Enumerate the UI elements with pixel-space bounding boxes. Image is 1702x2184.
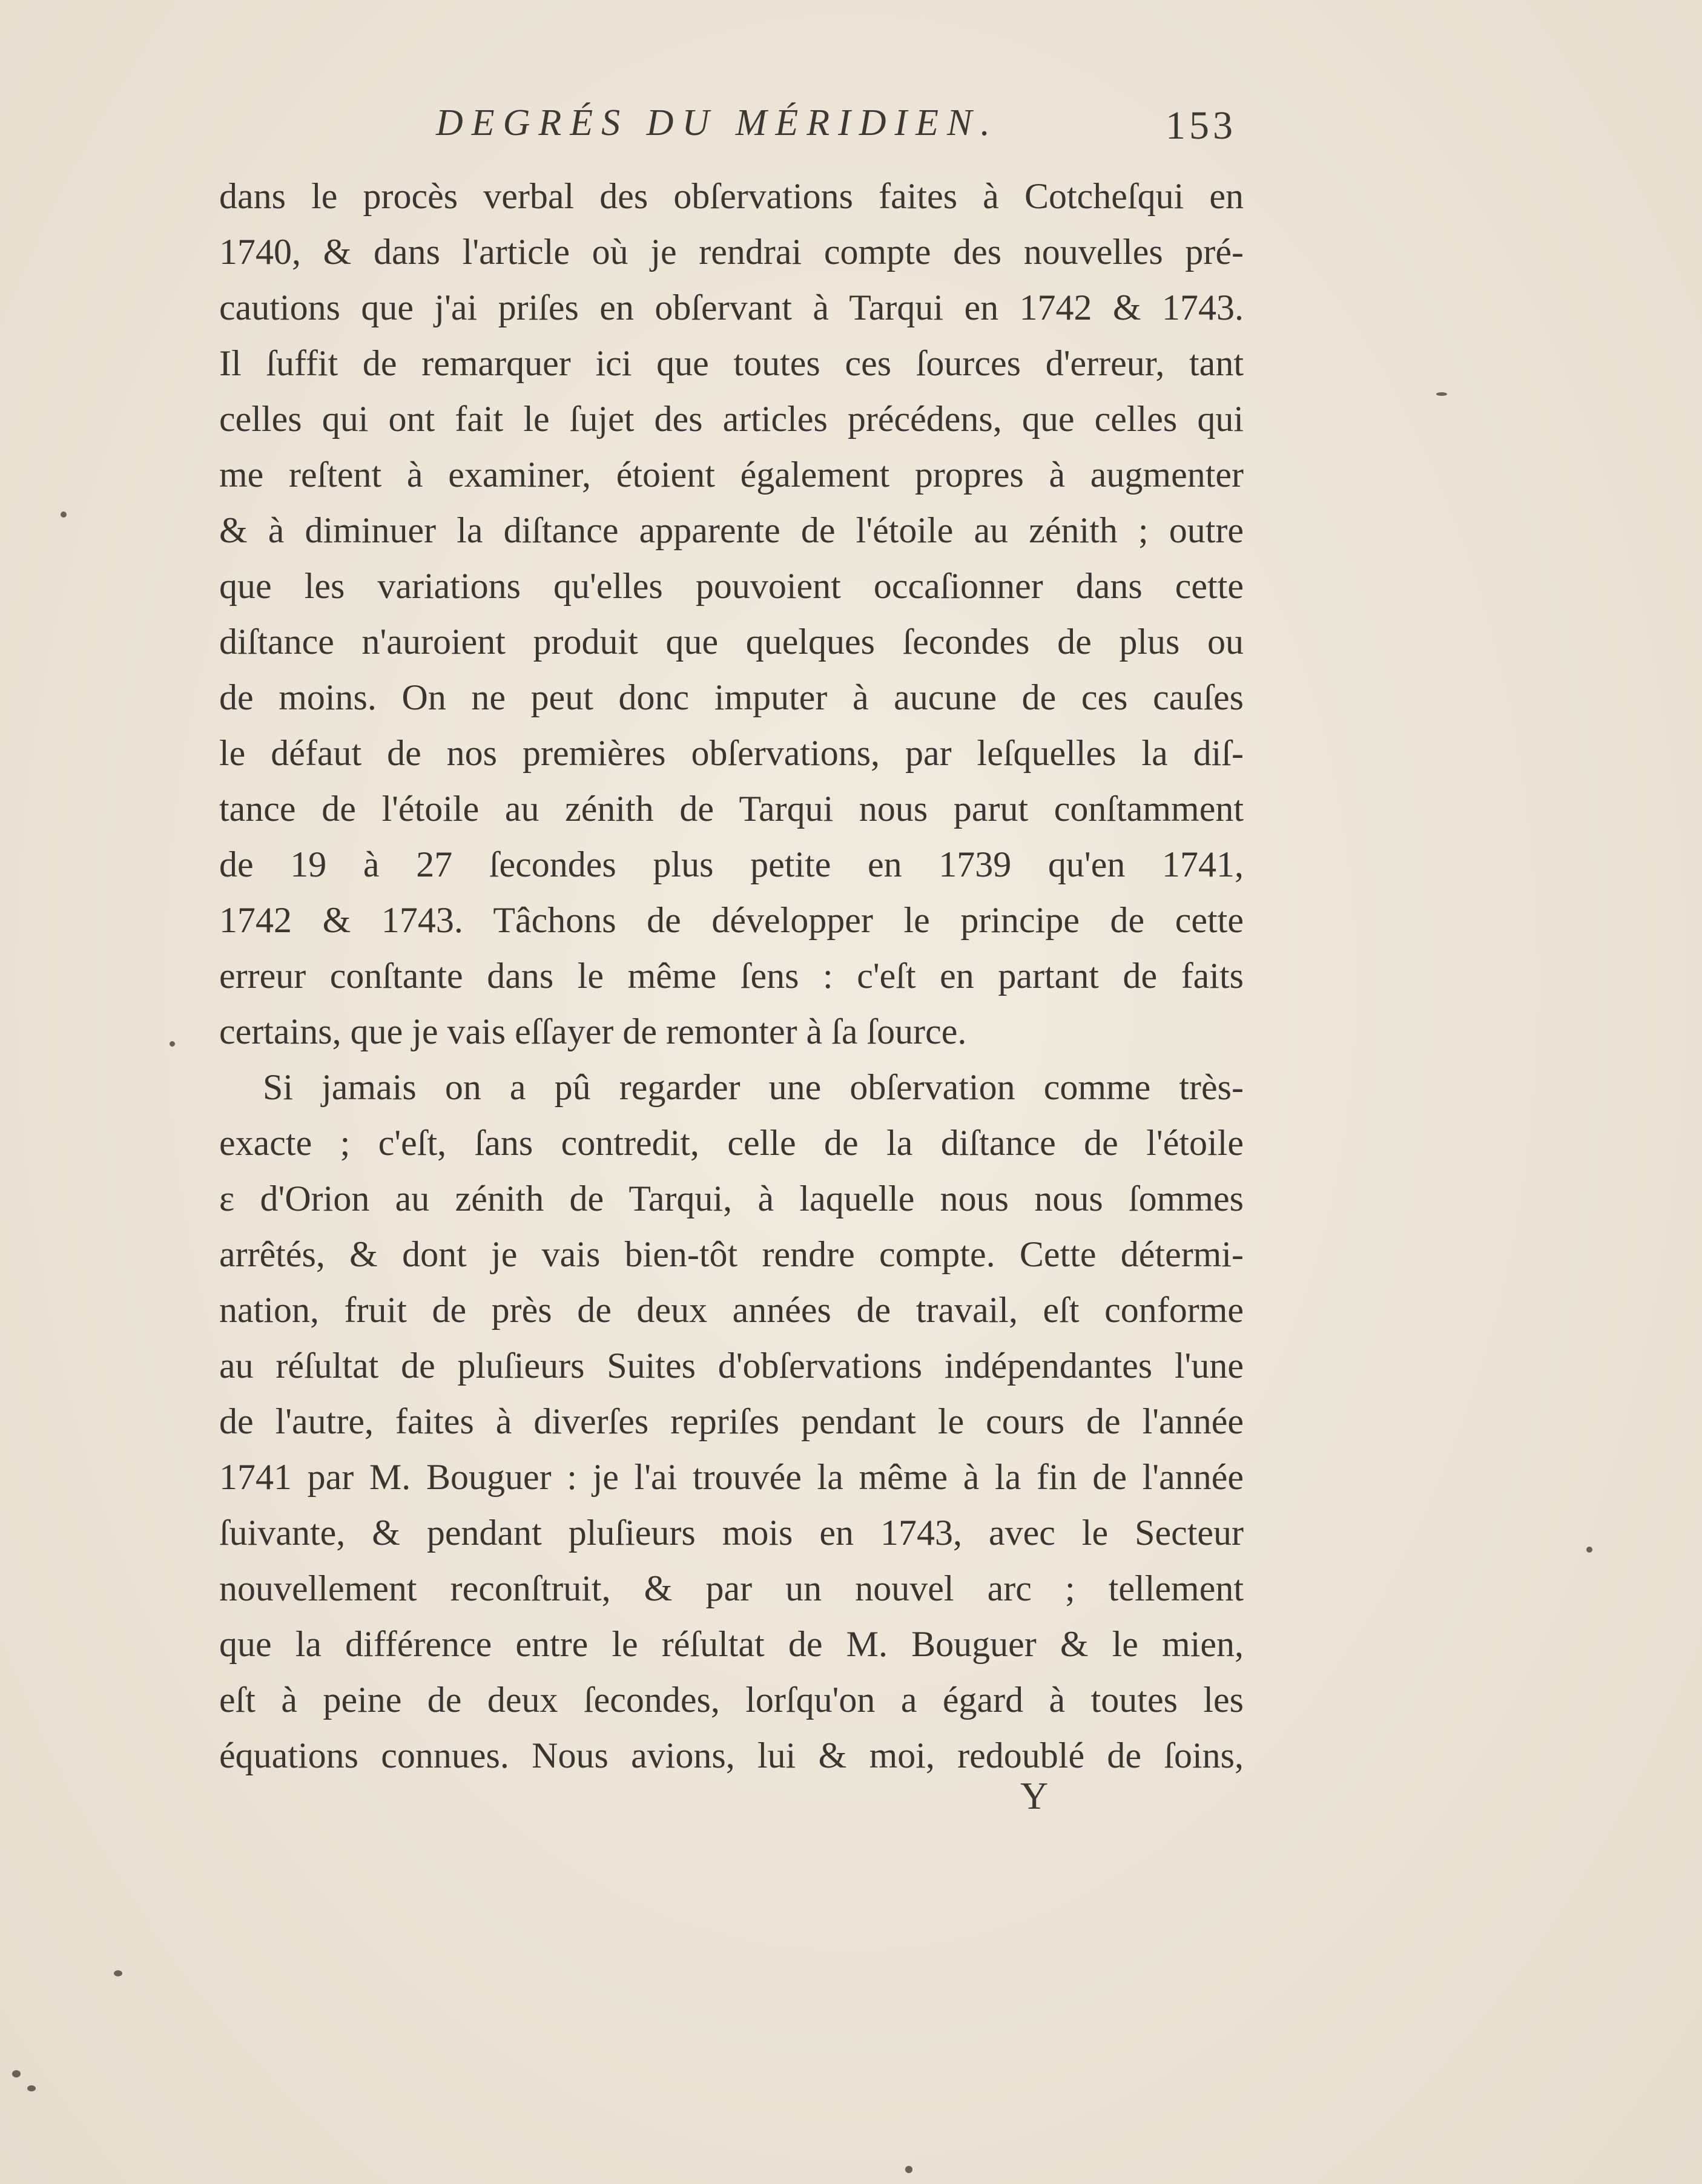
running-title: DEGRÉS DU MÉRIDIEN.	[436, 102, 998, 143]
text-line-26: nouvellement reconſtruit, & par un nouvel arc ; tellement	[219, 1568, 1244, 1608]
text-line-3: cautions que j'ai priſes en obſervant à Tarqui en 1742 & 1743.	[219, 288, 1244, 327]
text-line-7: & à diminuer la diſtance apparente de l'étoile au zénith ; outre	[219, 510, 1244, 550]
text-line-9: diſtance n'auroient produit que quelques ſecondes de plus ou	[219, 622, 1244, 662]
paper-speck	[1436, 392, 1447, 396]
paper-speck	[12, 2070, 21, 2077]
text-line-13: de 19 à 27 ſecondes plus petite en 1739 qu'en 1741,	[219, 844, 1244, 884]
paper-speck	[61, 511, 67, 518]
text-line-4: Il ſuffit de remarquer ici que toutes ces ſources d'erreur, tant	[219, 343, 1244, 383]
text-line-24: 1741 par M. Bouguer : je l'ai trouvée la même à la fin de l'année	[219, 1457, 1244, 1497]
paper-speck	[905, 2166, 912, 2173]
text-line-2: 1740, & dans l'article où je rendrai compte des nouvelles pré-	[219, 232, 1244, 272]
text-line-23: de l'autre, faites à diverſes repriſes pendant le cours de l'année	[219, 1401, 1244, 1441]
paper-speck	[27, 2085, 36, 2091]
signature-mark: Y	[1020, 1774, 1049, 1817]
text-line-17: Si jamais on a pû regarder une obſervation comme très-	[263, 1067, 1244, 1107]
text-line-27: que la différence entre le réſultat de M. Bouguer & le mien,	[219, 1624, 1244, 1664]
text-line-6: me reſtent à examiner, étoient également propres à augmenter	[219, 455, 1244, 495]
text-line-22: au réſultat de pluſieurs Suites d'obſervations indépendantes l'une	[219, 1346, 1244, 1386]
text-line-29: équations connues. Nous avions, lui & moi, redoublé de ſoins,	[219, 1735, 1244, 1775]
paper-speck	[1586, 1547, 1592, 1553]
text-line-21: nation, fruit de près de deux années de travail, eſt conforme	[219, 1290, 1244, 1330]
body-text	[219, 168, 1244, 1783]
text-line-12: tance de l'étoile au zénith de Tarqui nous parut conſtamment	[219, 789, 1244, 829]
paper-speck	[170, 1041, 175, 1047]
text-line-20: arrêtés, & dont je vais bien-tôt rendre compte. Cette détermi-	[219, 1234, 1244, 1274]
text-line-14: 1742 & 1743. Tâchons de développer le principe de cette	[219, 900, 1244, 940]
text-line-10: de moins. On ne peut donc imputer à aucune de ces cauſes	[219, 677, 1244, 717]
text-line-1: dans le procès verbal des obſervations faites à Cotcheſqui en	[219, 176, 1244, 216]
text-line-25: ſuivante, & pendant pluſieurs mois en 1743, avec le Secteur	[219, 1513, 1244, 1553]
text-line-5: celles qui ont fait le ſujet des articles précédens, que celles qui	[219, 399, 1244, 439]
text-line-8: que les variations qu'elles pouvoient occaſionner dans cette	[219, 566, 1244, 606]
text-line-15: erreur conſtante dans le même ſens : c'eſt en partant de faits	[219, 956, 1244, 996]
text-line-19: ε d'Orion au zénith de Tarqui, à laquelle nous nous ſommes	[219, 1179, 1244, 1219]
text-line-18: exacte ; c'eſt, ſans contredit, celle de la diſtance de l'étoile	[219, 1123, 1244, 1163]
page-number: 153	[1166, 104, 1236, 148]
text-line-16: certains, que je vais eſſayer de remonter à ſa ſource.	[219, 1011, 967, 1051]
paper-speck	[114, 1970, 122, 1976]
text-line-11: le défaut de nos premières obſervations, par leſquelles la diſ-	[219, 733, 1244, 773]
text-line-28: eſt à peine de deux ſecondes, lorſqu'on a égard à toutes les	[219, 1680, 1244, 1720]
